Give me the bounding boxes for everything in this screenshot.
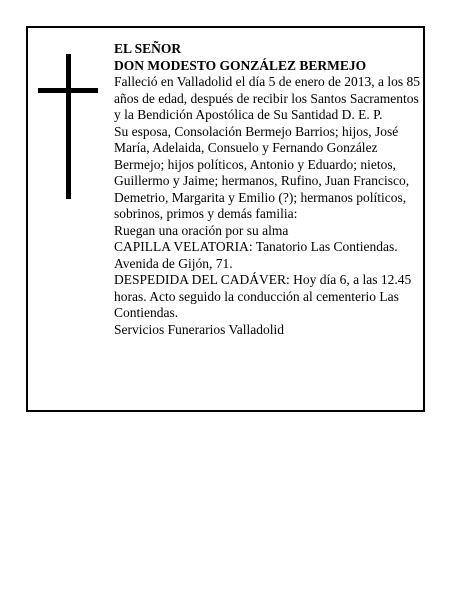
cross-vertical-bar: [66, 54, 71, 199]
heading-title: EL SEÑOR: [114, 41, 182, 56]
notice-body: [114, 41, 424, 338]
chapel-info: CAPILLA VELATORIA: Tanatorio Las Contiendas. Avenida de Gijón, 71.: [114, 239, 398, 271]
family-statement: Su esposa, Consolación Bermejo Barrios; hijos, José María, Adelaida, Consuelo y Fernando González Bermejo; hijos políticos, Antonio y Eduardo; nietos, Guillermo y Jaime; hermanos, Rufino, Juan Francisco, Demetrio, Margarita y Emilio (?); hermanos políticos, sobrinos, primos y demás familia:: [114, 123, 410, 221]
cross-icon: [38, 54, 98, 199]
death-statement: Falleció en Valladolid el día 5 de enero de 2013, a los 85 años de edad, después de recibir los Santos Sacramentos y la Bendición Apostólica de Su Santidad D. E. P.: [114, 74, 421, 122]
funeral-service: Servicios Funerarios Valladolid: [114, 321, 284, 337]
cross-horizontal-bar: [38, 88, 98, 93]
prayer-request: Ruegan una oración por su alma: [114, 222, 289, 238]
farewell-info: DESPEDIDA DEL CADÁVER: Hoy día 6, a las 12.45 horas. Acto seguido la conducción al cementerio Las Contiendas.: [114, 272, 412, 320]
deceased-name: DON MODESTO GONZÁLEZ BERMEJO: [114, 57, 367, 73]
obituary-notice: [26, 26, 425, 412]
